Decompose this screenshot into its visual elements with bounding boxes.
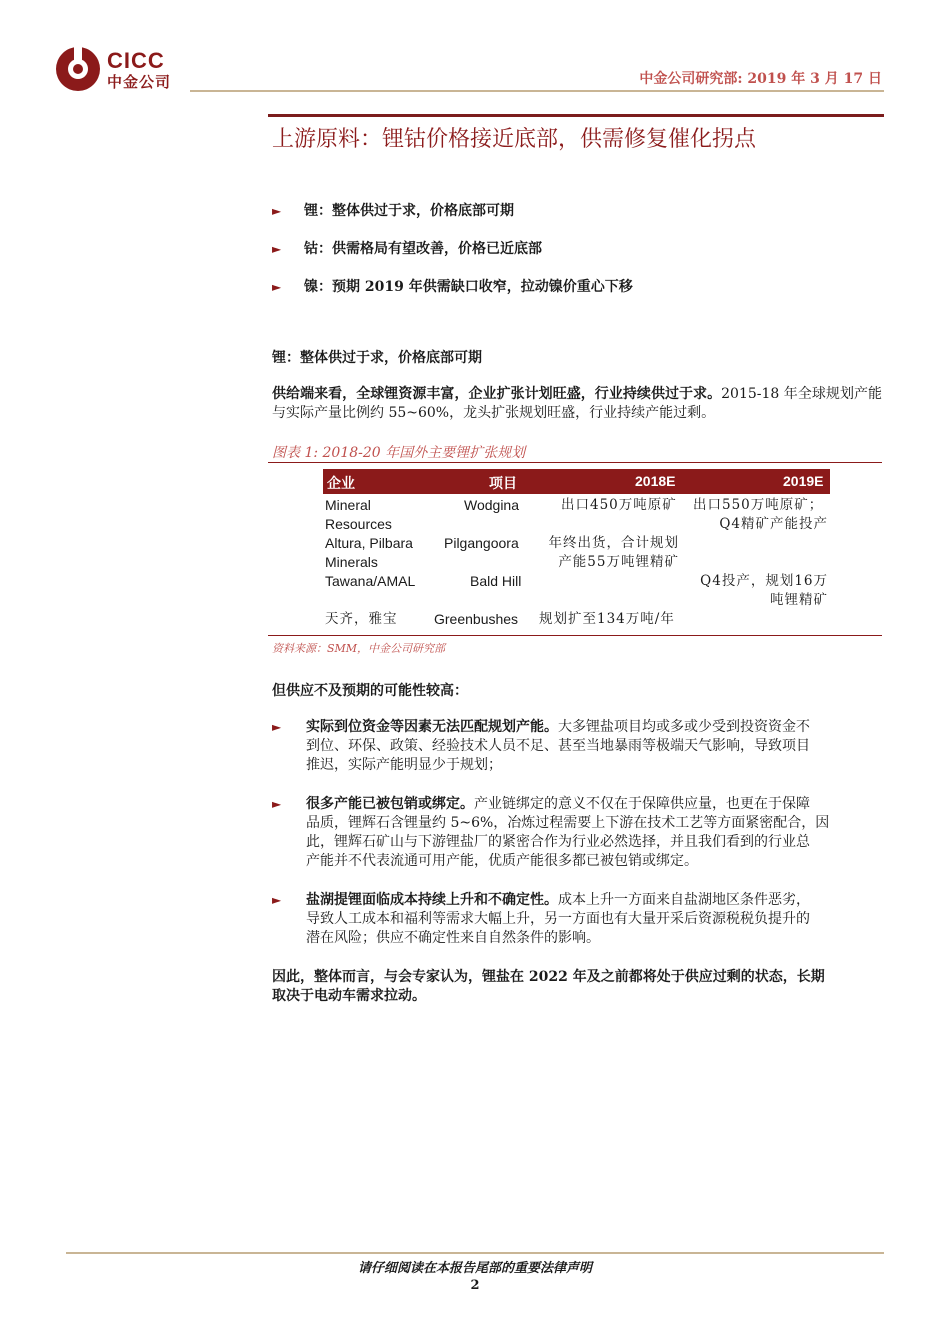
risk-item	[272, 795, 882, 871]
figure-bottom-rule	[268, 635, 882, 636]
bullet-text: 锂：整体供过于求，价格底部可期	[304, 203, 514, 219]
header-2018e: 2018E	[635, 473, 676, 489]
conclusion-paragraph: 因此，整体而言，与会专家认为，锂盐在 2022 年及之前都将处于供应过剩的状态，长期 取决于电动车需求拉动。	[272, 969, 825, 1004]
arrow-icon: ►	[272, 242, 282, 256]
arrow-icon: ►	[272, 797, 282, 811]
page-title: 上游原料：锂钴价格接近底部，供需修复催化拐点	[272, 127, 757, 152]
table-cell-company: Altura, Pilbara Minerals	[325, 535, 413, 570]
section-paragraph	[272, 385, 882, 423]
summary-bullet	[272, 200, 514, 220]
risk-item-text: 很多产能已被包销或绑定。产业链绑定的意义不仅在于保障供应量，也更在于保障 品质，锂辉石含锂量约 5~6%，冶炼过程需要上下游在技术工艺等方面紧密配合，因 此，锂辉石矿山与下游锂盐厂的紧密合作为行业必然选择，并且我们看到的行业总 产能并不代表流通可用产能，优质产能很多都已被包销或绑定。	[306, 796, 830, 869]
table-cell-company: Mineral Resources	[325, 497, 392, 532]
table-cell-project: Greenbushes	[434, 611, 519, 627]
bullet-text: 镍：预期 2019 年供需缺口收窄，拉动镍价重心下移	[304, 279, 633, 295]
table-cell-project: Bald Hill	[470, 573, 522, 589]
cicc-logo-icon	[55, 46, 101, 92]
legal-notice: 请仔细阅读在本报告尾部的重要法律声明	[357, 1261, 592, 1276]
summary-bullet	[272, 276, 633, 296]
table-cell-project: Wodgina	[464, 497, 520, 513]
table-cell-project: Pilgangoora	[444, 535, 519, 551]
header-2019e: 2019E	[783, 473, 824, 489]
table-cell-company: 天齐，雅宝	[325, 611, 398, 627]
risk-item-text: 实际到位资金等因素无法匹配规划产能。大多锂盐项目均或多或少受到投资资金不 到位、环保、政策、经验技术人员不足、甚至当地暴雨等极端天气影响，导致项目 推迟，实际产能明显少于规划；	[306, 719, 810, 773]
page-number: 2	[470, 1278, 480, 1293]
header-company: 企业	[327, 475, 355, 491]
risk-item	[272, 891, 882, 948]
figure-title: 图表 1: 2018-20 年国外主要锂扩张规划	[272, 445, 526, 461]
bullet-text: 钴：供需格局有望改善，价格已近底部	[304, 241, 542, 257]
arrow-icon: ►	[272, 893, 282, 907]
table-cell-2019e: Q4投产，规划16万 吨锂精矿	[700, 573, 828, 608]
section-heading: 锂：整体供过于求，价格底部可期	[272, 350, 482, 366]
risk-item-text: 盐湖提锂面临成本持续上升和不确定性。成本上升一方面来自盐湖地区条件恶劣， 导致人工成本和福利等需求大幅上升，另一方面也有大量开采后资源税税负提升的 潜在风险；供应不确定性来自自然条件的影响。	[306, 892, 810, 946]
report-date: 中金公司研究部: 2019 年 3 月 17 日	[639, 71, 882, 87]
title-rule	[268, 114, 884, 117]
arrow-icon: ►	[272, 720, 282, 734]
company-logo	[55, 44, 185, 94]
footer-divider	[66, 1252, 884, 1254]
section-heading: 但供应不及预期的可能性较高：	[272, 683, 468, 699]
paragraph-lead: 供给端来看，全球锂资源丰富，企业扩张计划旺盛，行业持续供过于求。	[272, 386, 722, 402]
expansion-table	[323, 469, 830, 627]
table-header	[323, 469, 830, 494]
risk-item	[272, 718, 882, 775]
table-cell-2018e: 出口450万吨原矿	[561, 497, 677, 513]
figure-top-rule	[268, 462, 882, 463]
logo-text-cn: 中金公司	[107, 73, 172, 91]
summary-bullet	[272, 238, 542, 258]
arrow-icon: ►	[272, 280, 282, 294]
arrow-icon: ►	[272, 204, 282, 218]
table-cell-2018e: 规划扩至134万吨/年	[539, 611, 675, 627]
table-cell-2018e: 年终出货，合计规划 产能55万吨锂精矿	[548, 535, 679, 570]
paragraph-body: 2015-18 年全球规划产能与实际产量比例约 55~60%，龙头扩张规划旺盛，行业持续产能过剩。	[272, 386, 883, 421]
table-cell-2019e: 出口550万吨原矿； Q4精矿产能投产	[693, 497, 828, 532]
table-cell-company: Tawana/AMAL	[325, 573, 416, 589]
header-divider	[190, 90, 884, 92]
header-project: 项目	[489, 475, 517, 491]
figure-source: 资料来源：SMM，中金公司研究部	[272, 642, 446, 655]
logo-text-en: CICC	[107, 48, 165, 73]
